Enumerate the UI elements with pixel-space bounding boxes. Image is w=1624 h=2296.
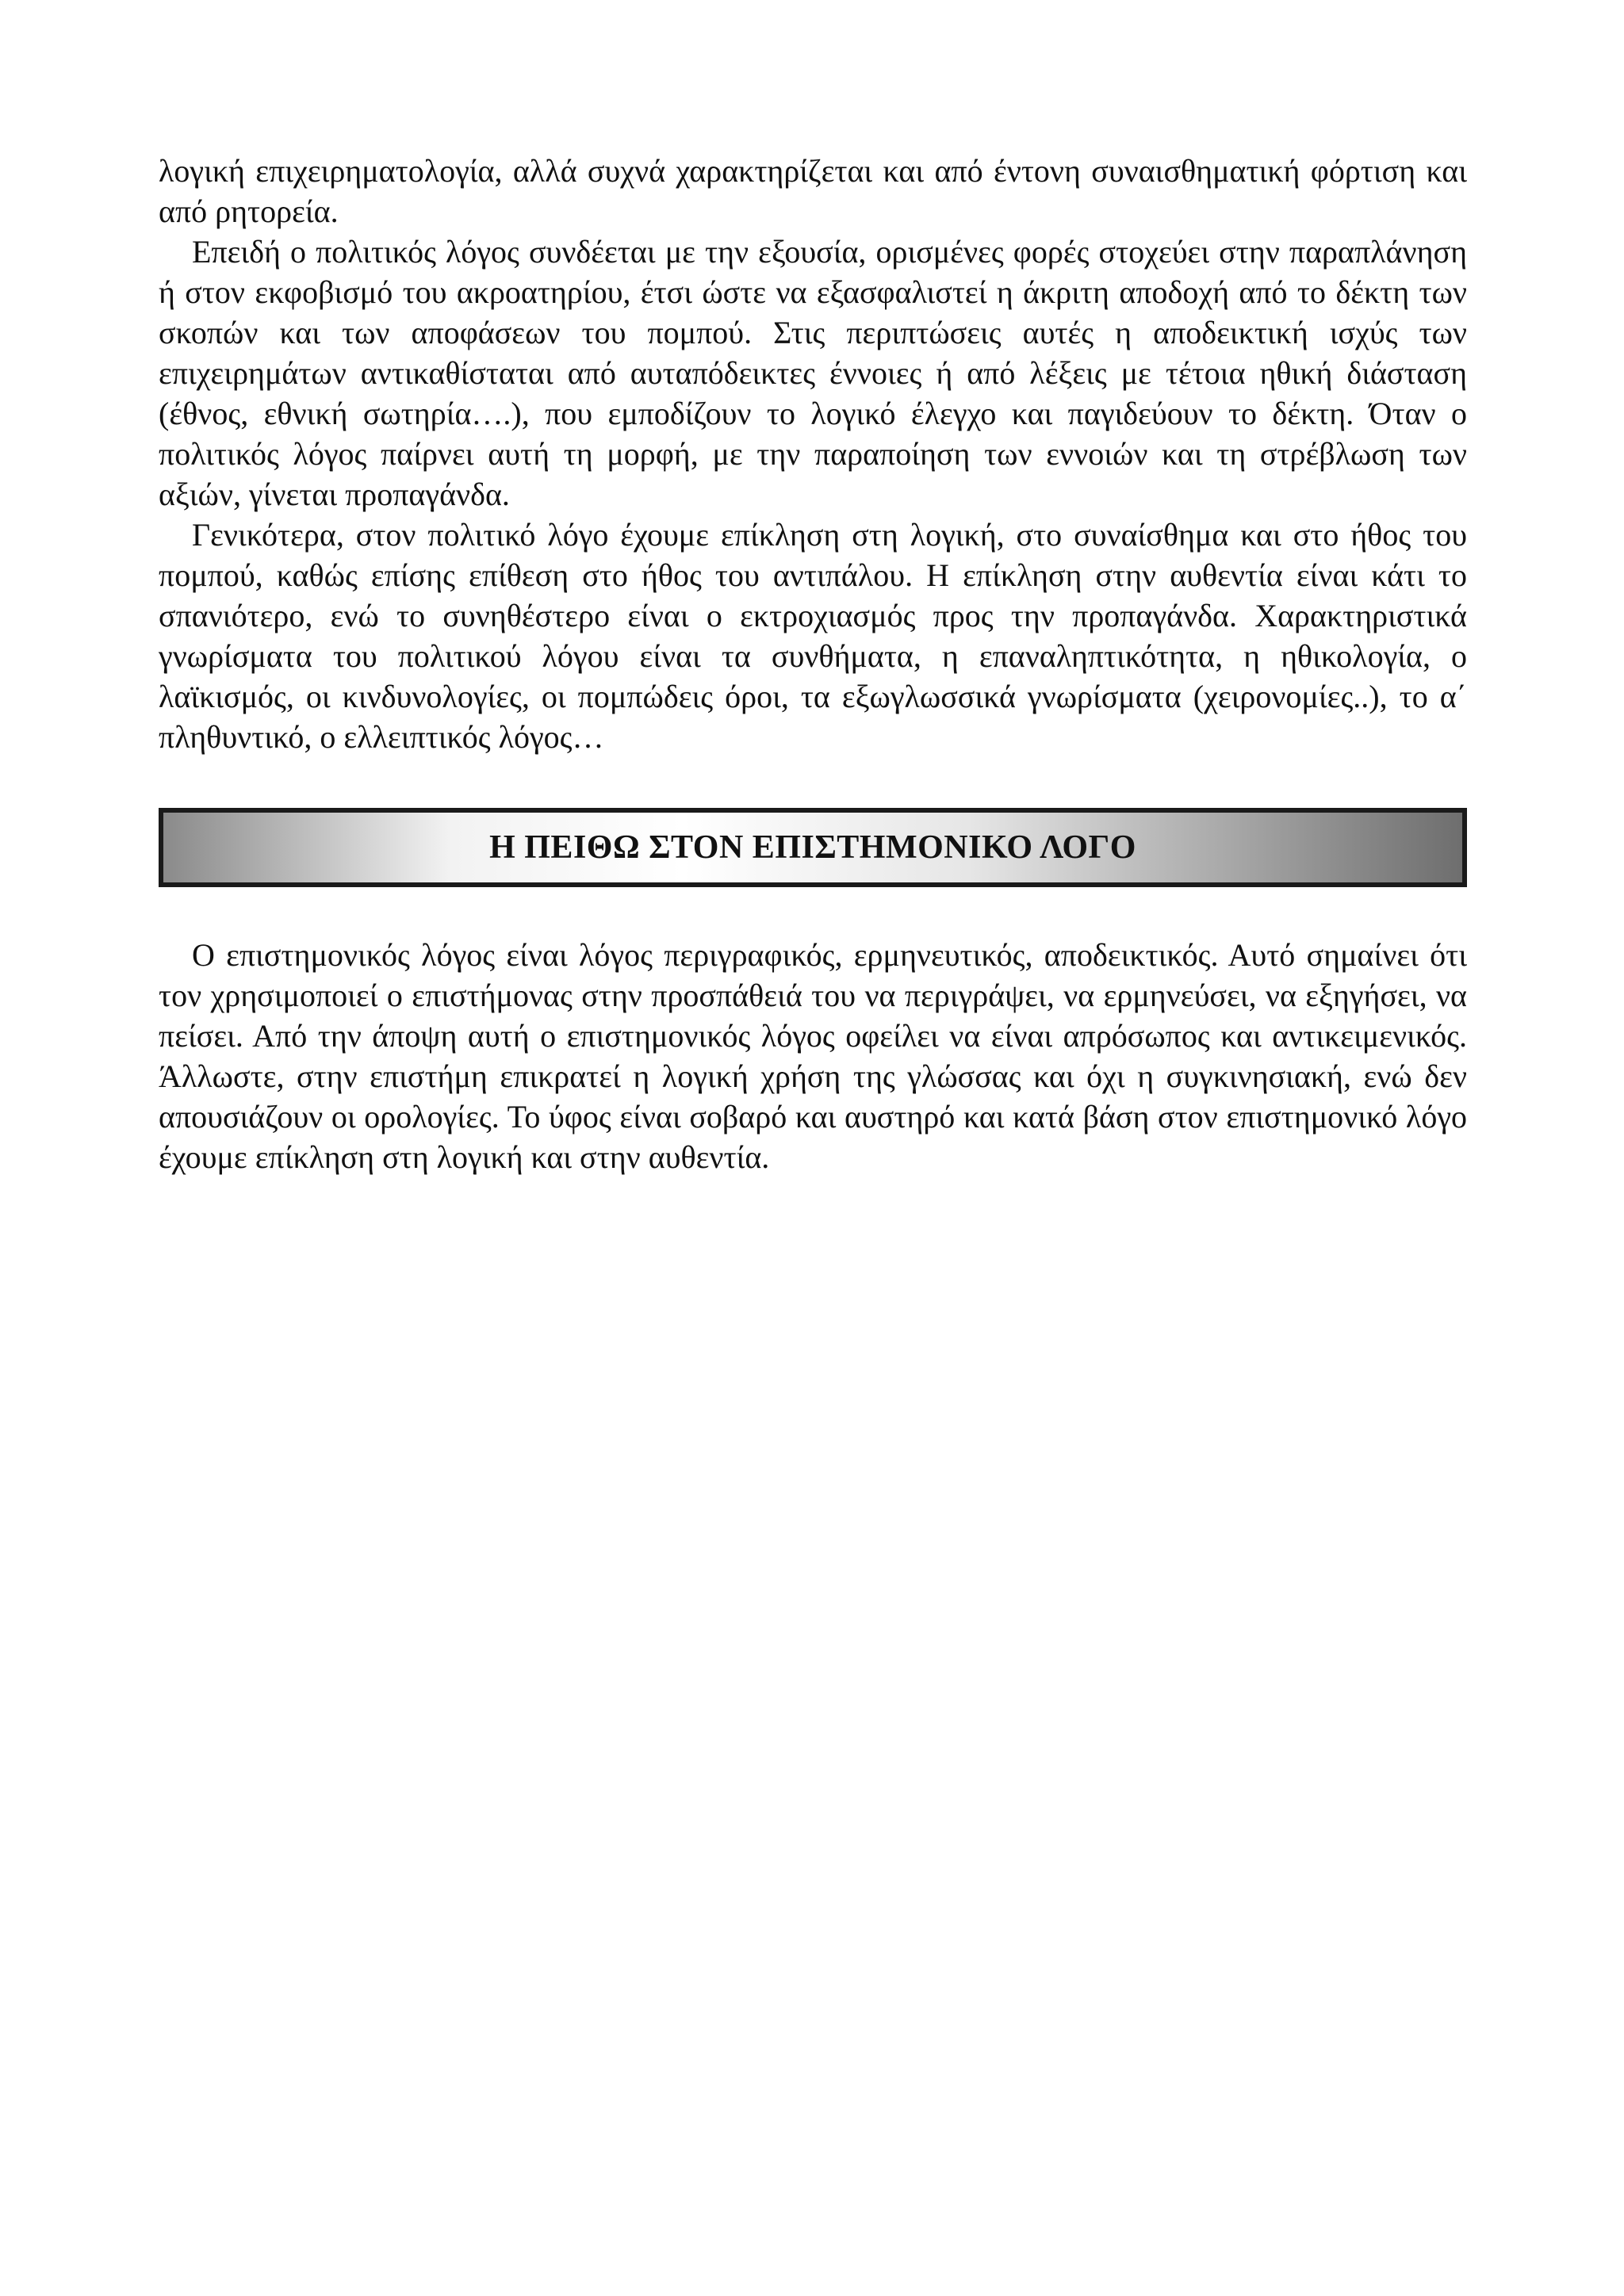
section-heading-box	[159, 808, 1467, 887]
paragraph-scientific-speech: Ο επιστημονικός λόγος είναι λόγος περιγραφικός, ερμηνευτικός, αποδεικτικός. Αυτό σημαίνει ότι τον χρησιμοποιεί ο επιστήμονας στην προσπάθειά του να περιγράψει, να ερμηνεύσει, να εξηγήσει, να πείσει. Από την άποψη αυτή ο επιστημονικός λόγος οφείλει να είναι απρόσωπος και αντικειμενικός. Άλλωστε, στην επιστήμη επικρατεί η λογική χρήση της γλώσσας και όχι η συγκινησιακή, ενώ δεν απουσιάζουν οι ορολογίες. Το ύφος είναι σοβαρό και αυστηρό και κατά βάση στον επιστημονικό λόγο έχουμε επίκληση στη λογική και στην αυθεντία.	[159, 937, 1467, 1175]
paragraph-continuation: λογική επιχειρηματολογία, αλλά συχνά χαρακτηρίζεται και από έντονη συναισθηματική φόρτιση και από ρητορεία.	[159, 153, 1467, 229]
paragraph-political-speech-power: Επειδή ο πολιτικός λόγος συνδέεται με την εξουσία, ορισμένες φορές στοχεύει στην παραπλάνηση ή στον εκφοβισμό του ακροατηρίου, έτσι ώστε να εξασφαλιστεί η άκριτη αποδοχή από το δέκτη των σκοπών και των αποφάσεων του πομπού. Στις περιπτώσεις αυτές η αποδεικτική ισχύς των επιχειρημάτων αντικαθίσταται από αυταπόδεικτες έννοιες ή από λέξεις με τέτοια ηθική διάσταση (έθνος, εθνική σωτηρία….), που εμποδίζουν το λογικό έλεγχο και παγιδεύουν το δέκτη. Όταν ο πολιτικός λόγος παίρνει αυτή τη μορφή, με την παραποίηση των εννοιών και τη στρέβλωση των αξιών, γίνεται προπαγάνδα.	[159, 234, 1467, 512]
document-page	[159, 151, 1467, 1177]
section-heading: Η ΠΕΙΘΩ ΣΤΟΝ ΕΠΙΣΤΗΜΟΝΙΚΟ ΛΟΓΟ	[489, 829, 1136, 866]
paragraph-political-speech-features: Γενικότερα, στον πολιτικό λόγο έχουμε επίκληση στη λογική, στο συναίσθημα και στο ήθος του πομπού, καθώς επίσης επίθεση στο ήθος του αντιπάλου. Η επίκληση στην αυθεντία είναι κάτι το σπανιότερο, ενώ το συνηθέστερο είναι ο εκτροχιασμός προς την προπαγάνδα. Χαρακτηριστικά γνωρίσματα του πολιτικού λόγου είναι τα συνθήματα, η επαναληπτικότητα, η ηθικολογία, ο λαϊκισμός, οι κινδυνολογίες, οι πομπώδεις όροι, τα εξωγλωσσικά γνωρίσματα (χειρονομίες..), το α΄ πληθυντικό, ο ελλειπτικός λόγος…	[159, 517, 1467, 755]
